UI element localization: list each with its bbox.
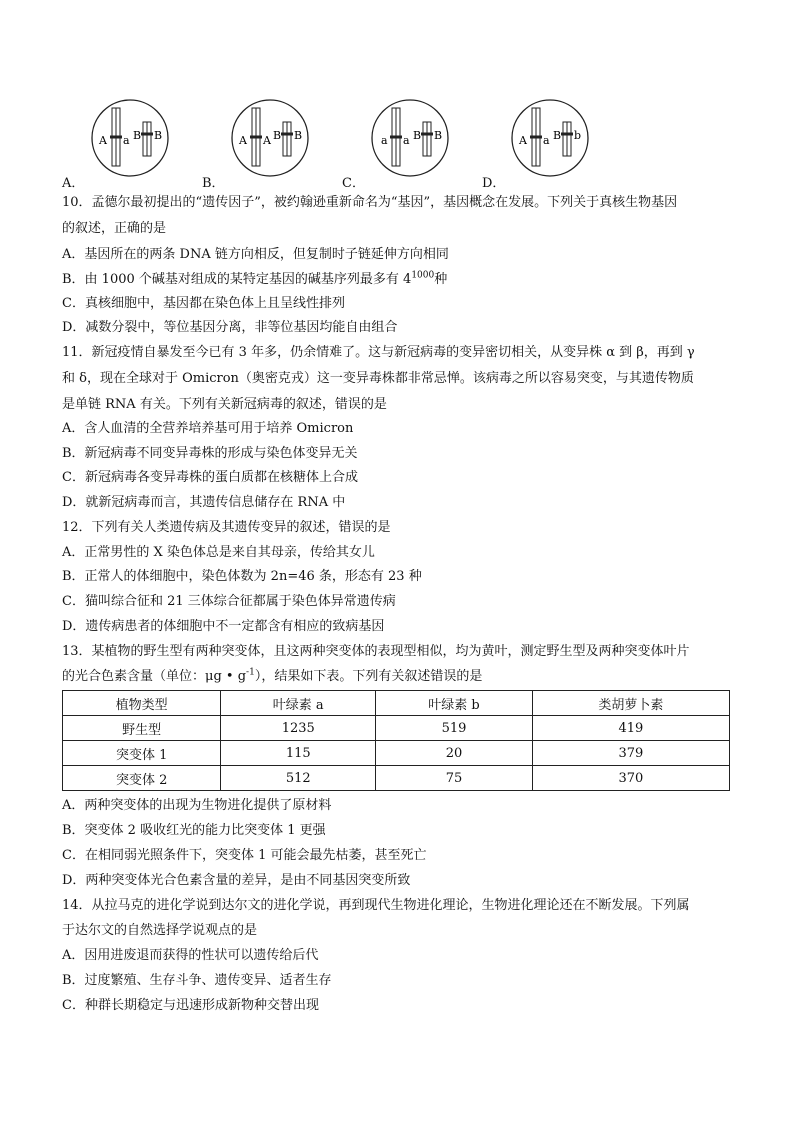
table-cell: 115 xyxy=(221,741,376,766)
question-14-stem: 14．从拉马克的进化学说到达尔文的进化学说，再到现代生物进化理论，生物进化理论还在不断发展。下列属 xyxy=(62,898,690,913)
question-11-option-c: C．新冠病毒各变异毒株的蛋白质都在核糖体上合成 xyxy=(62,470,358,485)
table-row xyxy=(63,741,730,766)
gene-label: A xyxy=(99,134,107,147)
cell-diagram xyxy=(88,96,172,180)
question-10-option-d: D．减数分裂中，等位基因分离，非等位基因均能自由组合 xyxy=(62,320,398,335)
gene-label: B xyxy=(553,129,562,142)
table-cell: 突变体 1 xyxy=(63,741,221,766)
option-letter: B． xyxy=(202,176,225,191)
table-cell: 370 xyxy=(532,766,729,791)
cell-diagram xyxy=(508,96,592,180)
option-letter: D． xyxy=(482,176,506,191)
question-10-option-b xyxy=(62,270,447,290)
gene-label: B xyxy=(273,129,282,142)
question-12-option-d: D．遗传病患者的体细胞中不一定都含有相应的致病基因 xyxy=(62,619,385,634)
gene-label: B xyxy=(133,129,142,142)
question-12-option-a: A．正常男性的 X 染色体总是来自其母亲，传给其女儿 xyxy=(62,545,375,560)
gene-label: a xyxy=(381,134,388,147)
question-11-option-a: A．含人血清的全营养培养基可用于培养 Omicron xyxy=(62,421,354,436)
table-cell: 419 xyxy=(532,716,729,741)
question-14-option-b: B．过度繁殖、生存斗争、遗传变异、适者生存 xyxy=(62,973,332,988)
gene-label: a xyxy=(123,134,130,147)
question-14-stem-cont: 于达尔文的自然选择学说观点的是 xyxy=(62,923,258,938)
question-10-option-a: A．基因所在的两条 DNA 链方向相反，但复制时子链延伸方向相同 xyxy=(62,247,449,262)
gene-label: a xyxy=(543,134,550,147)
option-letter: C． xyxy=(342,176,365,191)
table-cell: 1235 xyxy=(221,716,376,741)
exponent: 1000 xyxy=(411,270,435,281)
gene-label: A xyxy=(263,134,271,147)
question-11-stem-cont: 和 δ，现在全球对于 Omicron（奥密克戎）这一变异毒株都非常忌惮。该病毒之所以容易突变，与其遗传物质 xyxy=(62,371,694,386)
question-13-option-a: A．两种突变体的出现为生物进化提供了原材料 xyxy=(62,798,332,813)
gene-label: B xyxy=(294,129,303,142)
option-a-cell-figure xyxy=(62,96,202,191)
table-cell: 75 xyxy=(376,766,533,791)
option-d-cell-figure xyxy=(482,96,622,191)
table-header-cell: 类胡萝卜素 xyxy=(532,691,729,716)
table-header-cell: 叶绿素 a xyxy=(221,691,376,716)
question-11-option-d: D．就新冠病毒而言，其遗传信息储存在 RNA 中 xyxy=(62,495,346,510)
gene-label: A xyxy=(239,134,247,147)
table-header-row xyxy=(63,691,730,716)
table-cell: 突变体 2 xyxy=(63,766,221,791)
question-10-option-c: C．真核细胞中，基因都在染色体上且呈线性排列 xyxy=(62,296,345,311)
question-12-option-c: C．猫叫综合征和 21 三体综合征都属于染色体异常遗传病 xyxy=(62,594,396,609)
question-10-stem: 10．孟德尔最初提出的“遗传因子”，被约翰逊重新命名为“基因”，基因概念在发展。下列关于真核生物基因 xyxy=(62,195,678,210)
table-header-cell: 植物类型 xyxy=(63,691,221,716)
stem-text: 的光合色素含量（单位：μg • g xyxy=(62,669,247,684)
question-10-stem-cont: 的叙述，正确的是 xyxy=(62,221,167,236)
question-13-option-d: D．两种突变体光合色素含量的差异，是由不同基因突变所致 xyxy=(62,873,411,888)
table-row xyxy=(63,716,730,741)
option-b-cell-figure xyxy=(202,96,342,191)
gene-label: B xyxy=(434,129,443,142)
question-13-option-b: B．突变体 2 吸收红光的能力比突变体 1 更强 xyxy=(62,823,326,838)
table-row xyxy=(63,766,730,791)
question-12-option-b: B．正常人的体细胞中，染色体数为 2n=46 条，形态有 23 种 xyxy=(62,569,422,584)
option-letter: A． xyxy=(62,176,85,191)
cell-diagram-options xyxy=(62,96,742,191)
question-13-option-c: C．在相同弱光照条件下，突变体 1 可能会最先枯萎，甚至死亡 xyxy=(62,848,427,863)
table-header-cell: 叶绿素 b xyxy=(376,691,533,716)
option-c-cell-figure xyxy=(342,96,482,191)
gene-label: A xyxy=(519,134,527,147)
question-11-option-b: B．新冠病毒不同变异毒株的形成与染色体变异无关 xyxy=(62,446,358,461)
question-11-stem: 11．新冠疫情自暴发至今已有 3 年多，仍余情难了。这与新冠病毒的变异密切相关，从变异株 α 到 β，再到 γ xyxy=(62,345,695,360)
table-cell: 20 xyxy=(376,741,533,766)
cell-diagram xyxy=(368,96,452,180)
gene-label: a xyxy=(403,134,410,147)
gene-label: b xyxy=(574,129,582,142)
question-14-option-a: A．因用进废退而获得的性状可以遗传给后代 xyxy=(62,948,319,963)
pigment-table xyxy=(62,690,730,791)
question-11-stem-cont2: 是单链 RNA 有关。下列有关新冠病毒的叙述，错误的是 xyxy=(62,397,387,412)
table-cell: 512 xyxy=(221,766,376,791)
cell-diagram xyxy=(228,96,312,180)
gene-label: B xyxy=(154,129,163,142)
option-text: 种 xyxy=(434,272,448,287)
table-cell: 519 xyxy=(376,716,533,741)
table-cell: 379 xyxy=(532,741,729,766)
stem-text: ），结果如下表。下列有关叙述错误的是 xyxy=(254,669,483,684)
table-cell: 野生型 xyxy=(63,716,221,741)
gene-label: B xyxy=(413,129,422,142)
exponent: -1 xyxy=(246,667,255,678)
option-text: B．由 1000 个碱基对组成的某特定基因的碱基序列最多有 4 xyxy=(62,272,412,287)
question-13-stem-cont xyxy=(62,667,482,687)
question-14-option-c: C．种群长期稳定与迅速形成新物种交替出现 xyxy=(62,998,319,1013)
question-12-stem: 12．下列有关人类遗传病及其遗传变异的叙述，错误的是 xyxy=(62,520,391,535)
question-13-stem: 13．某植物的野生型有两种突变体，且这两种突变体的表现型相似，均为黄叶，测定野生型及两种突变体叶片 xyxy=(62,644,690,659)
